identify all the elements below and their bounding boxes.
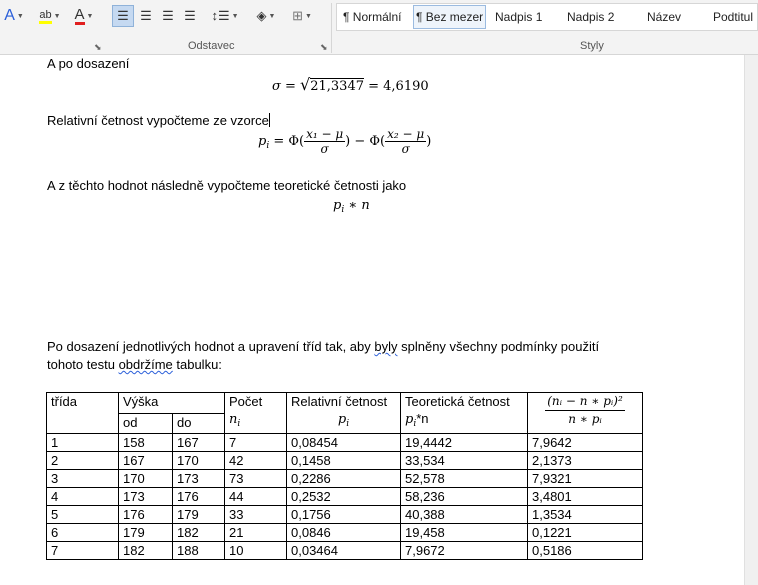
chevron-down-icon: ▼ xyxy=(231,12,239,20)
table-cell: 42 xyxy=(225,452,287,470)
table-cell: 2 xyxy=(47,452,119,470)
table-cell: 6 xyxy=(47,524,119,542)
header-chi xyxy=(528,393,643,434)
table-cell: 0,5186 xyxy=(528,542,643,560)
header-vyska: Výška xyxy=(119,393,225,414)
equation-np: $p_i$ ∗ n xyxy=(333,198,370,215)
ribbon xyxy=(0,0,758,55)
style-heading-1[interactable]: Nadpis 1 xyxy=(495,10,543,24)
table-cell: 0,2286 xyxy=(287,470,401,488)
table-cell: 158 xyxy=(119,434,173,452)
header-theoretical: Teoretická četnost $p_i*n$ xyxy=(401,393,528,434)
style-title[interactable]: Název xyxy=(647,10,682,24)
borders-icon: ⊞ xyxy=(292,8,303,23)
align-left-button[interactable] xyxy=(112,5,134,27)
header-trida: třída xyxy=(47,393,119,434)
header-do: do xyxy=(173,413,225,434)
table-cell: 170 xyxy=(173,452,225,470)
table-cell: 2,1373 xyxy=(528,452,643,470)
shading-button[interactable] xyxy=(252,5,280,27)
table-row xyxy=(47,452,643,470)
table-row xyxy=(47,506,643,524)
table-cell: 0,03464 xyxy=(287,542,401,560)
table-cell: 173 xyxy=(119,488,173,506)
font-dialog-launcher-icon[interactable]: ⬊ xyxy=(94,42,102,52)
text-line: A z těchto hodnot následně vypočteme teoretické četnosti jako xyxy=(47,178,407,193)
table-cell: 5 xyxy=(47,506,119,524)
styles-gallery xyxy=(336,3,758,31)
chevron-down-icon: ▼ xyxy=(53,12,61,20)
paragraph-dialog-launcher-icon[interactable]: ⬊ xyxy=(320,42,328,52)
table-cell: 44 xyxy=(225,488,287,506)
table-cell: 0,1756 xyxy=(287,506,401,524)
line-spacing-icon: ↕☰ xyxy=(211,8,230,23)
table-cell: 188 xyxy=(173,542,225,560)
table-cell: 167 xyxy=(119,452,173,470)
table-cell: 7,9642 xyxy=(528,434,643,452)
text-effects-icon: A xyxy=(4,7,15,24)
table-row xyxy=(47,542,643,560)
justify-icon: ☰ xyxy=(184,8,196,23)
table-cell: 176 xyxy=(119,506,173,524)
table-cell: 167 xyxy=(173,434,225,452)
font-color-button[interactable] xyxy=(72,5,96,27)
table-cell: 7,9672 xyxy=(401,542,528,560)
table-cell: 179 xyxy=(119,524,173,542)
table-cell: 7 xyxy=(47,542,119,560)
text-line: Relativní četnost vypočteme ze vzorce xyxy=(47,113,269,128)
table-header-row xyxy=(47,393,643,414)
equation-pi: $p_i = \Phi$( $\frac{\text{x₁ − μ}}{\sigma}$ ) − Φ( $\frac{\text{x₂ − μ}}{\sigma}$ ) xyxy=(258,127,432,156)
line-spacing-button[interactable] xyxy=(210,5,240,27)
table-row xyxy=(47,470,643,488)
vertical-scrollbar[interactable] xyxy=(744,55,758,585)
text-effects-button[interactable] xyxy=(4,5,24,27)
fraction: $\frac{\text{(nᵢ − n ∗ pᵢ)²}}{\text{n ∗ pᵢ}}$ xyxy=(547,394,623,426)
align-left-icon: ☰ xyxy=(117,8,129,23)
header-od: od xyxy=(119,413,173,434)
table-cell: 19,458 xyxy=(401,524,528,542)
frequency-table xyxy=(46,392,643,560)
align-right-button[interactable] xyxy=(158,5,178,27)
highlight-color-button[interactable] xyxy=(38,5,62,27)
table-cell: 3,4801 xyxy=(528,488,643,506)
table-cell: 0,1458 xyxy=(287,452,401,470)
styles-group-label: Styly xyxy=(580,40,604,52)
table-cell: 33 xyxy=(225,506,287,524)
text-line: Po dosazení jednotlivých hodnot a upravení tříd tak, aby byly splněny všechny podmínky použití xyxy=(47,339,600,354)
table-cell: 10 xyxy=(225,542,287,560)
header-relative: Relativní četnost $p_i$ xyxy=(287,393,401,434)
justify-button[interactable] xyxy=(180,5,200,27)
style-no-spacing[interactable]: ¶ Bez mezer xyxy=(413,5,486,29)
style-normal[interactable]: ¶ Normální xyxy=(343,10,402,24)
paint-bucket-icon: ◈ xyxy=(256,8,267,23)
style-subtitle[interactable]: Podtitul xyxy=(713,10,754,24)
text-line: A po dosazení xyxy=(47,56,130,71)
table-cell: 0,08454 xyxy=(287,434,401,452)
table-cell: 182 xyxy=(119,542,173,560)
table-cell: 33,534 xyxy=(401,452,528,470)
table-cell: 1 xyxy=(47,434,119,452)
table-row xyxy=(47,488,643,506)
fraction: $\frac{\text{x₁ − μ}}{\sigma}$ xyxy=(306,127,344,156)
text-line: tohoto testu obdržíme tabulku: xyxy=(47,357,222,372)
table-cell: 179 xyxy=(173,506,225,524)
text-cursor xyxy=(269,113,270,127)
borders-button[interactable] xyxy=(288,5,316,27)
table-cell: 176 xyxy=(173,488,225,506)
table-cell: 0,0846 xyxy=(287,524,401,542)
align-center-button[interactable] xyxy=(136,5,156,27)
table-row xyxy=(47,434,643,452)
chevron-down-icon: ▼ xyxy=(16,12,24,20)
table-cell: 58,236 xyxy=(401,488,528,506)
table-cell: 7 xyxy=(225,434,287,452)
group-divider xyxy=(331,3,332,53)
table-cell: 73 xyxy=(225,470,287,488)
style-heading-2[interactable]: Nadpis 2 xyxy=(567,10,615,24)
highlighter-icon: ab xyxy=(39,9,51,24)
align-right-icon: ☰ xyxy=(162,8,174,23)
table-cell: 21 xyxy=(225,524,287,542)
table-cell: 0,2532 xyxy=(287,488,401,506)
table-cell: 170 xyxy=(119,470,173,488)
chevron-down-icon: ▼ xyxy=(268,12,276,20)
fraction: $\frac{\text{x₂ − μ}}{\sigma}$ xyxy=(387,127,425,156)
equation-sigma: σ = √21,3347 = 4,6190 xyxy=(272,75,429,94)
paragraph-group-label: Odstavec xyxy=(188,40,235,52)
table-cell: 52,578 xyxy=(401,470,528,488)
table-cell: 4 xyxy=(47,488,119,506)
chevron-down-icon: ▼ xyxy=(86,12,94,20)
align-center-icon: ☰ xyxy=(140,8,152,23)
table-cell: 40,388 xyxy=(401,506,528,524)
chevron-down-icon: ▼ xyxy=(304,12,312,20)
table-cell: 182 xyxy=(173,524,225,542)
header-pocet: Počet $n_i$ xyxy=(225,393,287,434)
table-cell: 19,4442 xyxy=(401,434,528,452)
font-color-icon: A xyxy=(74,6,85,23)
table-cell: 3 xyxy=(47,470,119,488)
table-cell: 1,3534 xyxy=(528,506,643,524)
table-cell: 7,9321 xyxy=(528,470,643,488)
table-cell: 0,1221 xyxy=(528,524,643,542)
table-cell: 173 xyxy=(173,470,225,488)
sqrt-icon: √ xyxy=(300,75,311,94)
table-row xyxy=(47,524,643,542)
